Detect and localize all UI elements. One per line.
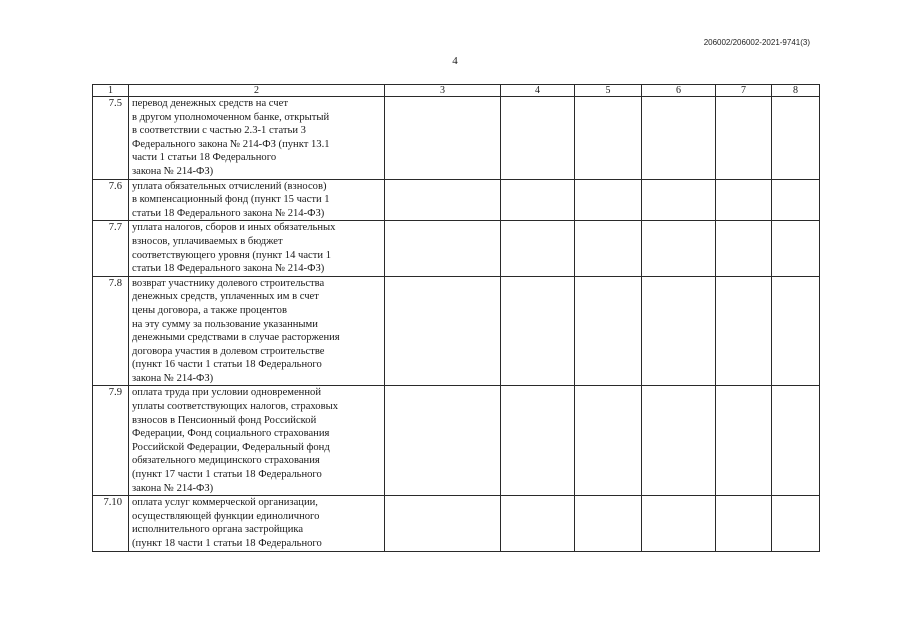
empty-cell	[501, 496, 575, 551]
table-row	[93, 276, 820, 386]
empty-cell	[642, 276, 716, 386]
column-header: 3	[385, 85, 501, 97]
table-row	[93, 97, 820, 180]
row-number: 7.8	[93, 276, 129, 386]
row-number: 7.7	[93, 221, 129, 276]
row-description: уплата налогов, сборов и иных обязательных взносов, уплачиваемых в бюджет соответствующего уровня (пункт 14 части 1 статьи 18 Федерального закона № 214-ФЗ)	[129, 221, 385, 276]
table-row	[93, 386, 820, 496]
empty-cell	[642, 179, 716, 221]
column-header: 4	[501, 85, 575, 97]
table-row	[93, 496, 820, 551]
row-description: оплата труда при условии одновременной уплаты соответствующих налогов, страховых взносов в Пенсионный фонд Российской Федерации, Фонд социального страхования Российской Федерации, Федеральный фонд обязательного медицинского страхования (пункт 17 части 1 статьи 18 Федерального закона № 214-ФЗ)	[129, 386, 385, 496]
empty-cell	[642, 496, 716, 551]
empty-cell	[575, 386, 642, 496]
empty-cell	[716, 386, 772, 496]
empty-cell	[716, 179, 772, 221]
empty-cell	[772, 179, 820, 221]
empty-cell	[501, 97, 575, 180]
empty-cell	[716, 496, 772, 551]
empty-cell	[501, 179, 575, 221]
empty-cell	[716, 276, 772, 386]
empty-cell	[385, 221, 501, 276]
empty-cell	[772, 97, 820, 180]
empty-cell	[716, 97, 772, 180]
empty-cell	[385, 496, 501, 551]
column-header-row	[93, 85, 820, 97]
empty-cell	[575, 97, 642, 180]
row-description: оплата услуг коммерческой организации, осуществляющей функции единоличного исполнительного органа застройщика (пункт 18 части 1 статьи 18 Федерального	[129, 496, 385, 551]
column-header: 5	[575, 85, 642, 97]
empty-cell	[575, 496, 642, 551]
row-number: 7.5	[93, 97, 129, 180]
empty-cell	[385, 386, 501, 496]
form-table	[92, 84, 820, 552]
empty-cell	[501, 276, 575, 386]
empty-cell	[501, 386, 575, 496]
empty-cell	[772, 276, 820, 386]
page-number: 4	[452, 55, 458, 67]
row-number: 7.10	[93, 496, 129, 551]
column-header: 2	[129, 85, 385, 97]
row-description: возврат участнику долевого строительства денежных средств, уплаченных им в счет цены договора, а также процентов на эту сумму за пользование указанными денежными средствами в случае расторжения договора участия в долевом строительстве (пункт 16 части 1 статьи 18 Федерального закона № 214-ФЗ)	[129, 276, 385, 386]
column-header: 8	[772, 85, 820, 97]
empty-cell	[772, 386, 820, 496]
empty-cell	[716, 221, 772, 276]
empty-cell	[385, 276, 501, 386]
column-header: 7	[716, 85, 772, 97]
empty-cell	[772, 221, 820, 276]
row-description: уплата обязательных отчислений (взносов) в компенсационный фонд (пункт 15 части 1 статьи 18 Федерального закона № 214-ФЗ)	[129, 179, 385, 221]
empty-cell	[772, 496, 820, 551]
empty-cell	[501, 221, 575, 276]
empty-cell	[575, 179, 642, 221]
column-header: 6	[642, 85, 716, 97]
row-description: перевод денежных средств на счет в другом уполномоченном банке, открытый в соответствии с частью 2.3-1 статьи 3 Федерального закона № 214-ФЗ (пункт 13.1 части 1 статьи 18 Федерального закона № 214-ФЗ)	[129, 97, 385, 180]
empty-cell	[575, 221, 642, 276]
empty-cell	[385, 97, 501, 180]
column-header: 1	[93, 85, 129, 97]
empty-cell	[385, 179, 501, 221]
empty-cell	[642, 386, 716, 496]
empty-cell	[575, 276, 642, 386]
document-id: 206002/206002-2021-9741(3)	[703, 38, 810, 47]
table-row	[93, 221, 820, 276]
table-row	[93, 179, 820, 221]
row-number: 7.6	[93, 179, 129, 221]
empty-cell	[642, 221, 716, 276]
empty-cell	[642, 97, 716, 180]
row-number: 7.9	[93, 386, 129, 496]
